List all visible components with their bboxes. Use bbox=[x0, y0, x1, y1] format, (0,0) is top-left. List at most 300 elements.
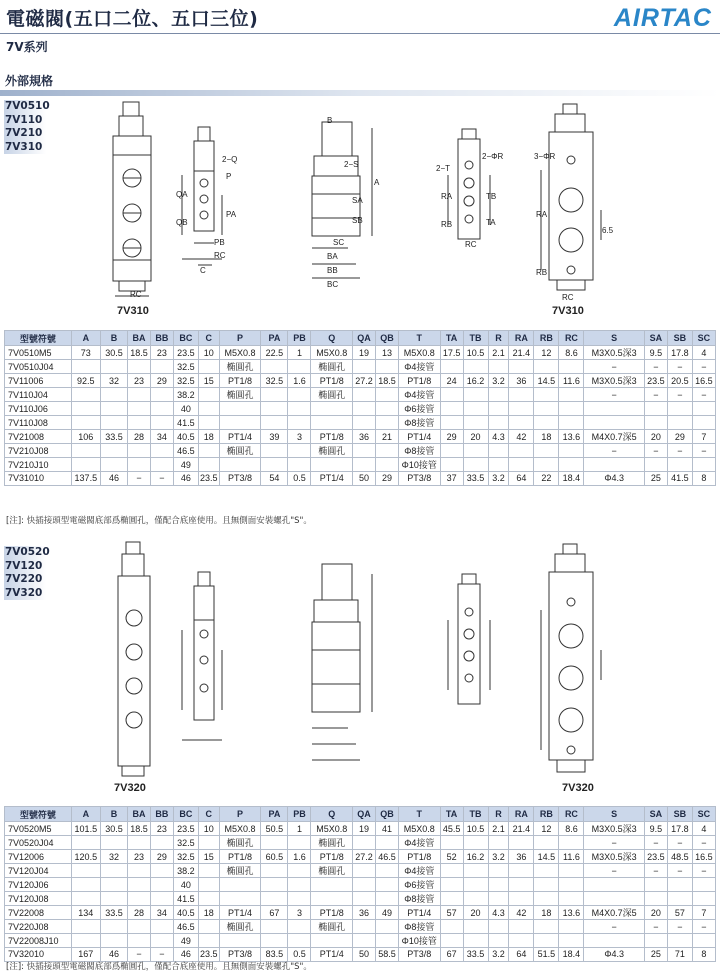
table-cell bbox=[534, 864, 559, 878]
valve-coil-view bbox=[298, 560, 380, 772]
table-row bbox=[5, 402, 716, 416]
table-cell bbox=[261, 402, 288, 416]
table-cell: 7V0510J04 bbox=[5, 360, 72, 374]
column-header: R bbox=[488, 331, 509, 346]
column-header: PB bbox=[288, 331, 311, 346]
dim-label: SB bbox=[352, 216, 363, 225]
table-cell bbox=[150, 920, 173, 934]
table-cell: 54 bbox=[261, 472, 288, 486]
table-cell bbox=[559, 402, 584, 416]
table-cell bbox=[692, 934, 715, 948]
table-cell bbox=[311, 892, 353, 906]
table-cell: 15 bbox=[198, 374, 219, 388]
column-header: BB bbox=[150, 331, 173, 346]
table-cell bbox=[559, 360, 584, 374]
table-row bbox=[5, 948, 716, 962]
table-cell bbox=[219, 892, 261, 906]
table-cell bbox=[440, 934, 463, 948]
table-cell bbox=[440, 458, 463, 472]
table-cell bbox=[692, 458, 715, 472]
table-cell: 64 bbox=[509, 472, 534, 486]
model-label: 7V320 bbox=[4, 587, 46, 601]
table-cell bbox=[288, 388, 311, 402]
table-cell: 57 bbox=[667, 906, 692, 920]
table-cell bbox=[644, 458, 667, 472]
table-cell: PT3/8 bbox=[398, 472, 440, 486]
section-title: 外部規格 bbox=[5, 74, 54, 88]
table-cell: − bbox=[644, 836, 667, 850]
column-header: QA bbox=[353, 331, 376, 346]
table-cell: 46 bbox=[100, 948, 127, 962]
table-cell bbox=[261, 920, 288, 934]
table-cell bbox=[128, 444, 151, 458]
table-cell: 29 bbox=[376, 472, 399, 486]
table-cell bbox=[71, 444, 100, 458]
table-cell bbox=[440, 836, 463, 850]
table-cell: 38.2 bbox=[173, 388, 198, 402]
table-cell bbox=[71, 836, 100, 850]
table-cell bbox=[353, 458, 376, 472]
table-cell: 36 bbox=[509, 850, 534, 864]
table-cell bbox=[488, 836, 509, 850]
table-cell: PT1/4 bbox=[311, 948, 353, 962]
table-cell: 36 bbox=[509, 374, 534, 388]
table-cell bbox=[150, 892, 173, 906]
table-row bbox=[5, 850, 716, 864]
table-cell bbox=[198, 416, 219, 430]
table-cell: − bbox=[128, 472, 151, 486]
column-header: C bbox=[198, 331, 219, 346]
column-header: P bbox=[219, 807, 261, 822]
table-cell: 7V120J06 bbox=[5, 878, 72, 892]
table-cell bbox=[463, 416, 488, 430]
table-cell: 23.5 bbox=[644, 850, 667, 864]
table-cell: 3.2 bbox=[488, 472, 509, 486]
table-cell: Φ4接管 bbox=[398, 388, 440, 402]
table-cell: 42 bbox=[509, 430, 534, 444]
table-cell: − bbox=[667, 836, 692, 850]
dim-label: BC bbox=[327, 280, 339, 289]
valve-coil-view bbox=[298, 118, 380, 290]
column-header: A bbox=[71, 807, 100, 822]
table-cell bbox=[219, 458, 261, 472]
table-cell bbox=[261, 864, 288, 878]
table-cell bbox=[534, 920, 559, 934]
table-cell bbox=[261, 892, 288, 906]
table-cell bbox=[509, 360, 534, 374]
table-cell: 9.5 bbox=[644, 822, 667, 836]
table-cell bbox=[128, 360, 151, 374]
table-cell: 29 bbox=[150, 374, 173, 388]
model-label: 7V210 bbox=[4, 127, 46, 141]
table-cell bbox=[311, 402, 353, 416]
table-cell bbox=[584, 458, 644, 472]
table-cell: 137.5 bbox=[71, 472, 100, 486]
table-cell: PT3/8 bbox=[219, 472, 261, 486]
table-cell: M5X0.8 bbox=[398, 822, 440, 836]
table-cell bbox=[100, 388, 127, 402]
table-row bbox=[5, 934, 716, 948]
drawing-caption: 7V310 bbox=[117, 305, 149, 317]
table-cell: Φ8接管 bbox=[398, 920, 440, 934]
table-row bbox=[5, 836, 716, 850]
table-cell: 18 bbox=[534, 430, 559, 444]
dim-label: RB bbox=[441, 220, 453, 229]
table-cell bbox=[100, 864, 127, 878]
column-header: PA bbox=[261, 331, 288, 346]
table-cell bbox=[463, 402, 488, 416]
table-cell: 椭圓孔 bbox=[311, 920, 353, 934]
table-cell: 3.2 bbox=[488, 948, 509, 962]
column-header: TB bbox=[463, 807, 488, 822]
table-cell: M5X0.8 bbox=[219, 822, 261, 836]
dim-label: QB bbox=[176, 218, 188, 227]
table-cell: 33.5 bbox=[463, 472, 488, 486]
table-cell: M4X0.7深5 bbox=[584, 906, 644, 920]
table-cell: − bbox=[584, 864, 644, 878]
table-row bbox=[5, 822, 716, 836]
table-cell: − bbox=[692, 444, 715, 458]
table-cell: 58.5 bbox=[376, 948, 399, 962]
table-cell: 106 bbox=[71, 430, 100, 444]
table-cell: Φ10接管 bbox=[398, 934, 440, 948]
table-cell bbox=[219, 416, 261, 430]
table-cell: − bbox=[584, 388, 644, 402]
table-cell: 49 bbox=[376, 906, 399, 920]
model-label: 7V0510 bbox=[5, 100, 50, 112]
table-cell bbox=[534, 444, 559, 458]
table-cell: 7V0520J04 bbox=[5, 836, 72, 850]
dim-label: SA bbox=[352, 196, 363, 205]
table-cell bbox=[100, 934, 127, 948]
column-header: QB bbox=[376, 807, 399, 822]
table-cell bbox=[644, 892, 667, 906]
table-cell bbox=[288, 360, 311, 374]
table-cell: 32.5 bbox=[173, 360, 198, 374]
column-header: SB bbox=[667, 331, 692, 346]
table-cell: 10.5 bbox=[463, 822, 488, 836]
table-cell: 34 bbox=[150, 906, 173, 920]
column-header: T bbox=[398, 331, 440, 346]
table-cell: 46 bbox=[173, 948, 198, 962]
table-cell bbox=[150, 388, 173, 402]
table-cell: 13.6 bbox=[559, 430, 584, 444]
table-cell: 42 bbox=[509, 906, 534, 920]
column-header: S bbox=[584, 331, 644, 346]
table-cell: 25 bbox=[644, 948, 667, 962]
table-cell bbox=[584, 934, 644, 948]
table-cell: − bbox=[667, 444, 692, 458]
table-cell: 23.5 bbox=[200, 949, 218, 960]
table-cell bbox=[509, 864, 534, 878]
table-cell: 椭圓孔 bbox=[219, 444, 261, 458]
dim-label: RB bbox=[536, 268, 548, 277]
dim-label: 3−ΦR bbox=[534, 152, 556, 161]
table-cell: 椭圓孔 bbox=[219, 360, 261, 374]
table-cell: 18.5 bbox=[376, 374, 399, 388]
table-cell bbox=[463, 892, 488, 906]
table-cell: 14.5 bbox=[534, 850, 559, 864]
table-cell: 18.4 bbox=[559, 472, 584, 486]
table-cell: PT1/8 bbox=[219, 374, 261, 388]
column-header: Q bbox=[311, 331, 353, 346]
table-cell: 9.5 bbox=[644, 346, 667, 360]
table-cell: 33.5 bbox=[463, 948, 488, 962]
table-cell bbox=[488, 402, 509, 416]
table-cell: 椭圓孔 bbox=[311, 444, 353, 458]
table-cell: Φ4.3 bbox=[584, 948, 644, 962]
table-cell: M5X0.8 bbox=[219, 346, 261, 360]
table-cell: 10 bbox=[198, 822, 219, 836]
table-cell: 18.5 bbox=[128, 822, 151, 836]
table-cell: PT1/8 bbox=[219, 850, 261, 864]
table-cell: PT1/8 bbox=[311, 906, 353, 920]
table-cell bbox=[509, 892, 534, 906]
table-cell bbox=[71, 360, 100, 374]
column-header: RC bbox=[559, 807, 584, 822]
table-cell: 34 bbox=[150, 430, 173, 444]
table-cell bbox=[509, 388, 534, 402]
table-cell bbox=[644, 878, 667, 892]
dim-label: RC bbox=[130, 290, 142, 299]
dim-label: 6.5 bbox=[602, 226, 614, 235]
table-cell bbox=[559, 388, 584, 402]
table-cell: 7V11006 bbox=[5, 374, 72, 388]
table-cell: 椭圓孔 bbox=[311, 388, 353, 402]
table-cell: 17.5 bbox=[440, 346, 463, 360]
table-cell bbox=[100, 402, 127, 416]
table-cell: 32 bbox=[100, 374, 127, 388]
table-cell bbox=[692, 402, 715, 416]
dim-label: RC bbox=[562, 293, 574, 302]
table-row bbox=[5, 458, 716, 472]
column-header: SB bbox=[667, 807, 692, 822]
table-cell: − bbox=[644, 360, 667, 374]
table-cell: 15 bbox=[198, 850, 219, 864]
column-header: B bbox=[100, 807, 127, 822]
table-cell bbox=[463, 864, 488, 878]
table-cell: 椭圓孔 bbox=[311, 360, 353, 374]
table-cell: − bbox=[667, 920, 692, 934]
table-cell: − bbox=[150, 472, 173, 486]
table-cell bbox=[219, 402, 261, 416]
column-header: RC bbox=[559, 331, 584, 346]
dim-label: RC bbox=[465, 240, 477, 249]
model-list-2 bbox=[4, 546, 50, 600]
table-cell: 45.5 bbox=[440, 822, 463, 836]
table-cell: 20 bbox=[463, 430, 488, 444]
table-cell: − bbox=[584, 836, 644, 850]
table-cell bbox=[534, 934, 559, 948]
column-header: BC bbox=[173, 807, 198, 822]
table-cell: 24 bbox=[440, 374, 463, 388]
table-cell: PT1/4 bbox=[219, 430, 261, 444]
table-cell: 67 bbox=[440, 948, 463, 962]
table-cell: M3X0.5深3 bbox=[584, 822, 644, 836]
table-cell: 10.5 bbox=[463, 346, 488, 360]
table-cell bbox=[692, 878, 715, 892]
table-cell: 120.5 bbox=[71, 850, 100, 864]
table-cell bbox=[509, 934, 534, 948]
table-cell bbox=[584, 878, 644, 892]
table-cell: 16.2 bbox=[463, 850, 488, 864]
table-cell: 18 bbox=[198, 906, 219, 920]
table-row bbox=[5, 864, 716, 878]
table-cell: 28 bbox=[128, 430, 151, 444]
table-cell: 8 bbox=[692, 472, 715, 486]
table-cell bbox=[71, 458, 100, 472]
table-cell: 7V22008J10 bbox=[5, 934, 72, 948]
table-cell: 13.6 bbox=[559, 906, 584, 920]
table-cell: 7V120J08 bbox=[5, 892, 72, 906]
table-cell: PT1/4 bbox=[398, 906, 440, 920]
table-cell bbox=[353, 416, 376, 430]
table-cell: − bbox=[692, 920, 715, 934]
table-cell: 3.2 bbox=[488, 850, 509, 864]
valve-base-view bbox=[440, 125, 500, 255]
table-cell bbox=[559, 934, 584, 948]
table-cell bbox=[198, 864, 219, 878]
table-cell: 7V22008 bbox=[5, 906, 72, 920]
column-header: BA bbox=[128, 807, 151, 822]
table-cell bbox=[219, 878, 261, 892]
dim-label: B bbox=[327, 116, 333, 125]
table-cell bbox=[150, 444, 173, 458]
table-cell: 椭圓孔 bbox=[311, 864, 353, 878]
table-cell: 134 bbox=[71, 906, 100, 920]
table-cell bbox=[71, 920, 100, 934]
table-cell bbox=[353, 388, 376, 402]
column-header: SC bbox=[692, 331, 715, 346]
table-cell bbox=[534, 416, 559, 430]
table-cell bbox=[288, 920, 311, 934]
column-header: PA bbox=[261, 807, 288, 822]
table-cell: PT1/4 bbox=[311, 472, 353, 486]
table-cell bbox=[261, 934, 288, 948]
table-cell: 4.3 bbox=[488, 906, 509, 920]
table-cell: 32 bbox=[100, 850, 127, 864]
table-cell bbox=[559, 836, 584, 850]
table-cell: M3X0.5深3 bbox=[584, 850, 644, 864]
table-cell bbox=[150, 416, 173, 430]
table-cell: 29 bbox=[440, 430, 463, 444]
table-cell bbox=[559, 892, 584, 906]
table-cell bbox=[198, 458, 219, 472]
column-header: P bbox=[219, 331, 261, 346]
table-cell: 7V110J04 bbox=[5, 388, 72, 402]
table-cell bbox=[667, 402, 692, 416]
table-cell bbox=[71, 892, 100, 906]
table-cell: 23 bbox=[150, 822, 173, 836]
table-cell bbox=[128, 878, 151, 892]
table-cell: 4 bbox=[692, 822, 715, 836]
table-cell: 16.5 bbox=[692, 374, 715, 388]
table-cell: 32.5 bbox=[261, 374, 288, 388]
table-cell: 19 bbox=[353, 346, 376, 360]
table-cell: 73 bbox=[71, 346, 100, 360]
table-cell: 32.5 bbox=[173, 374, 198, 388]
table-cell: 50.5 bbox=[261, 822, 288, 836]
valve-side-view bbox=[172, 125, 242, 280]
table-cell bbox=[644, 934, 667, 948]
table-cell: 13 bbox=[376, 346, 399, 360]
table-cell bbox=[667, 892, 692, 906]
table-cell: PT1/4 bbox=[398, 430, 440, 444]
table-cell bbox=[559, 416, 584, 430]
table-cell bbox=[219, 934, 261, 948]
table-cell: − bbox=[692, 360, 715, 374]
table-cell bbox=[376, 836, 399, 850]
table-cell: 16.5 bbox=[692, 850, 715, 864]
table-cell bbox=[376, 458, 399, 472]
table-cell bbox=[509, 402, 534, 416]
table-cell: − bbox=[150, 948, 173, 962]
table-row bbox=[5, 430, 716, 444]
table-cell: M5X0.8 bbox=[398, 346, 440, 360]
table-cell bbox=[559, 444, 584, 458]
table-cell: 46 bbox=[100, 472, 127, 486]
table-cell: 7V21008 bbox=[5, 430, 72, 444]
table-cell: 21.4 bbox=[509, 822, 534, 836]
table-cell bbox=[71, 878, 100, 892]
table-cell: 38.2 bbox=[173, 864, 198, 878]
table-cell bbox=[128, 402, 151, 416]
table-cell bbox=[509, 836, 534, 850]
table-cell bbox=[376, 360, 399, 374]
table-cell bbox=[667, 458, 692, 472]
table-cell: 20.5 bbox=[667, 374, 692, 388]
table-cell bbox=[463, 444, 488, 458]
model-label: 7V220 bbox=[4, 573, 46, 587]
dim-label: A bbox=[374, 178, 380, 187]
table-cell: 椭圓孔 bbox=[219, 836, 261, 850]
table-cell bbox=[644, 416, 667, 430]
table-cell bbox=[311, 934, 353, 948]
column-header: TA bbox=[440, 331, 463, 346]
dim-label: TA bbox=[486, 218, 496, 227]
drawing-caption: 7V320 bbox=[562, 782, 594, 794]
table-cell bbox=[488, 360, 509, 374]
table-cell bbox=[440, 360, 463, 374]
table-cell bbox=[353, 360, 376, 374]
table-cell bbox=[534, 388, 559, 402]
table-cell bbox=[463, 388, 488, 402]
table-cell bbox=[128, 458, 151, 472]
table-cell bbox=[288, 934, 311, 948]
table-cell bbox=[488, 416, 509, 430]
table-cell: 51.5 bbox=[534, 948, 559, 962]
table-cell bbox=[667, 934, 692, 948]
table-cell: Φ6接管 bbox=[398, 878, 440, 892]
table-cell: 7V12006 bbox=[5, 850, 72, 864]
table-cell bbox=[261, 416, 288, 430]
table-cell bbox=[667, 416, 692, 430]
table-cell: 37 bbox=[440, 472, 463, 486]
table-cell: 7V210J10 bbox=[5, 458, 72, 472]
table-cell bbox=[509, 878, 534, 892]
footnote: [注]: 快插接頭型電磁閥底部爲椭圓孔，僅配合底座使用。且無側面安裝螺孔"S"。 bbox=[6, 962, 312, 972]
valve-front-view bbox=[110, 540, 160, 780]
table-cell: Φ4接管 bbox=[398, 864, 440, 878]
table-cell: 21 bbox=[376, 430, 399, 444]
table-cell: 167 bbox=[71, 948, 100, 962]
table-cell bbox=[488, 444, 509, 458]
table-cell bbox=[288, 878, 311, 892]
table-cell bbox=[71, 402, 100, 416]
table-cell: Φ10接管 bbox=[398, 458, 440, 472]
table-cell bbox=[509, 458, 534, 472]
table-cell bbox=[288, 836, 311, 850]
